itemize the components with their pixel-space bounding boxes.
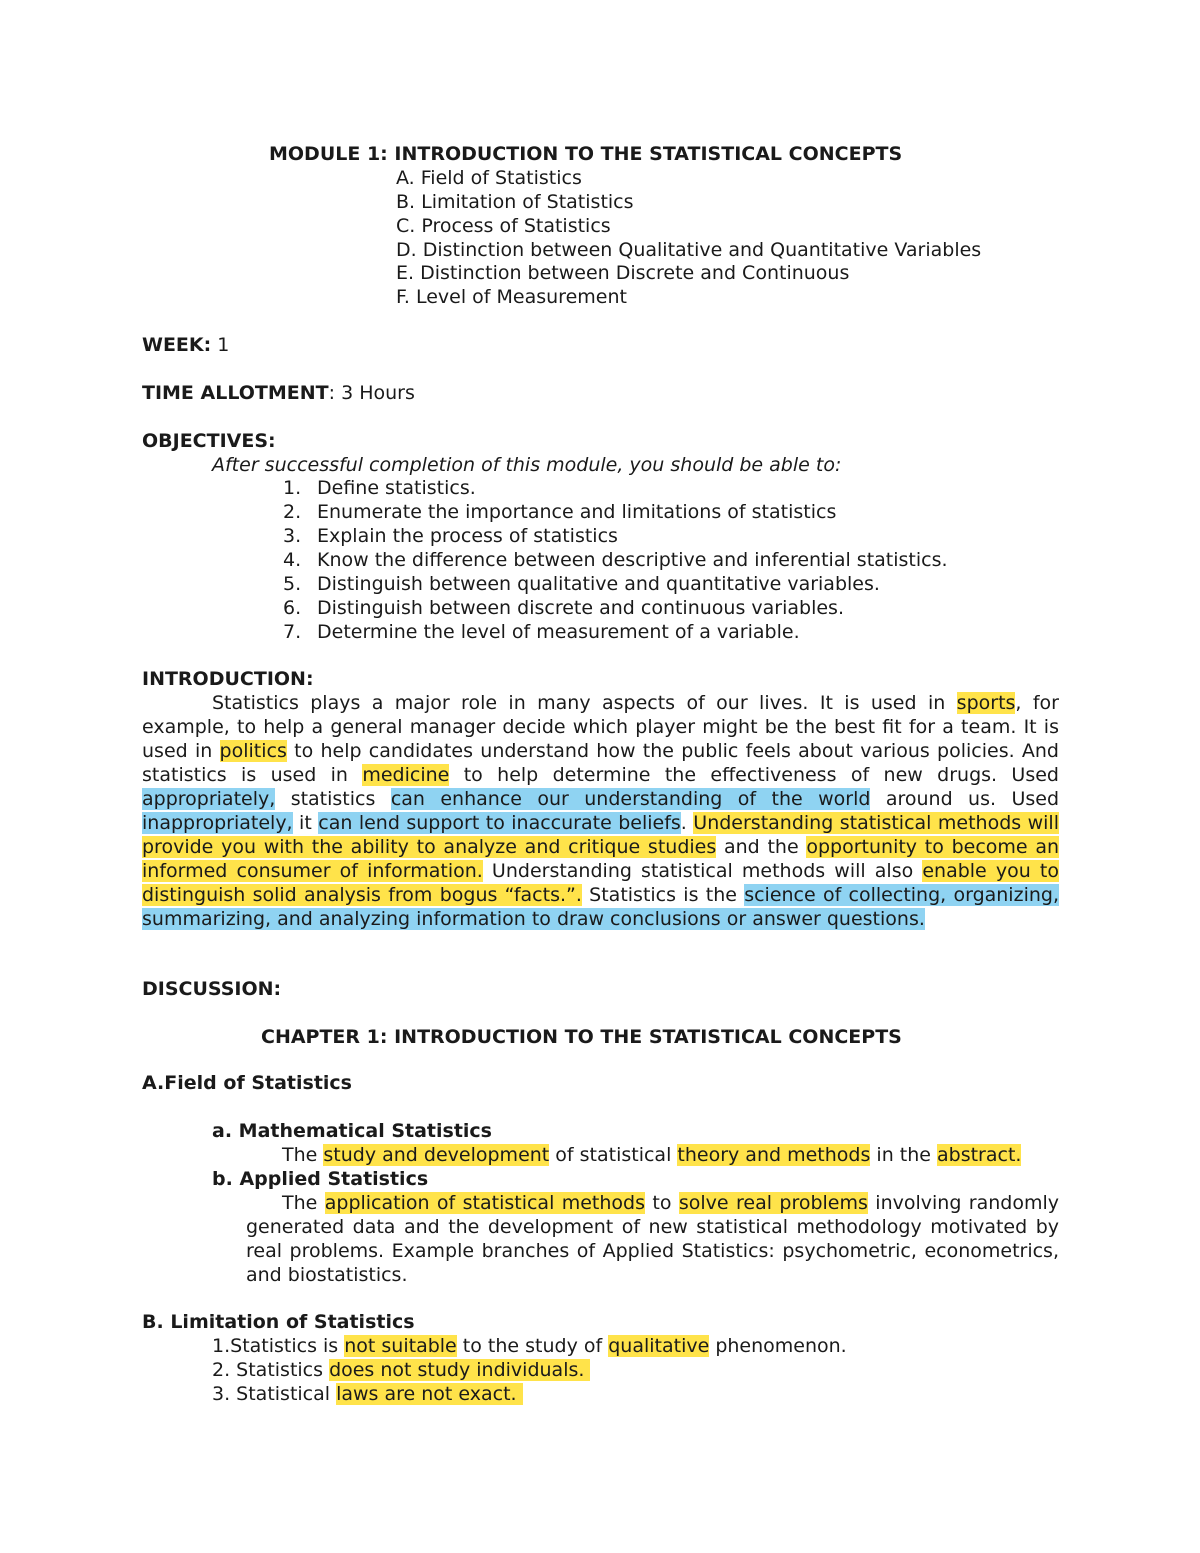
- highlight-yellow: theory and methods: [677, 1144, 871, 1166]
- topic-item: [396, 238, 981, 262]
- intro-text: Understanding statistical methods will also: [482, 860, 923, 882]
- subsection-title: Applied Statistics: [239, 1168, 429, 1190]
- intro-text: Statistics is the: [581, 884, 745, 906]
- objective-item: [283, 620, 301, 644]
- subsection-title: Mathematical Statistics: [238, 1120, 492, 1142]
- section-a-heading: [142, 1071, 352, 1095]
- topic-item: [396, 285, 627, 309]
- objective-text: Distinguish between qualitative and quantitative variables.: [317, 573, 880, 595]
- objectives-intro: After successful completion of this module, you should be able to:: [212, 454, 842, 476]
- subsection-marker: b.: [212, 1168, 233, 1190]
- highlight-yellow: does not study individuals.: [329, 1359, 591, 1381]
- objective-number: 3.: [283, 525, 302, 547]
- subsection-marker: a.: [212, 1120, 233, 1142]
- topic-item: [396, 166, 582, 190]
- highlight-yellow: study and development: [323, 1144, 550, 1166]
- section-marker: A.: [142, 1072, 165, 1094]
- body-text: 3. Statistical: [212, 1383, 337, 1405]
- highlight-yellow: sports: [956, 692, 1016, 714]
- objective-number: 7.: [283, 621, 302, 643]
- highlight-blue: appropriately,: [142, 788, 276, 810]
- module-title: MODULE 1: INTRODUCTION TO THE STATISTICAL CONCEPTS: [269, 143, 903, 165]
- highlight-yellow: ability to analyze and critique studies: [350, 836, 717, 858]
- body-text: 1.Statistics is: [212, 1335, 345, 1357]
- mathematical-statistics-text: [282, 1143, 1021, 1167]
- objective-text: Distinguish between discrete and continuous variables.: [317, 597, 844, 619]
- chapter-title: CHAPTER 1: INTRODUCTION TO THE STATISTICAL CONCEPTS: [261, 1026, 902, 1048]
- topic-item: [396, 190, 634, 214]
- body-text: phenomenon.: [709, 1335, 847, 1357]
- section-title: Limitation of Statistics: [170, 1311, 415, 1333]
- intro-text: it: [292, 812, 319, 834]
- topic-marker: F.: [396, 286, 410, 308]
- objective-item: [283, 596, 301, 620]
- topic-marker: B.: [396, 191, 416, 213]
- body-text: to the study of: [456, 1335, 609, 1357]
- section-marker: B.: [142, 1311, 164, 1333]
- highlight-yellow: Understanding statistical methods will provide you with the: [142, 812, 1059, 858]
- topic-text: Process of Statistics: [421, 215, 611, 237]
- objective-number: 6.: [283, 597, 302, 619]
- highlight-yellow: politics: [219, 740, 287, 762]
- body-text: in the: [870, 1144, 937, 1166]
- intro-text: around us. Used: [870, 788, 1059, 810]
- objective-number: 4.: [283, 549, 302, 571]
- highlight-yellow: qualitative: [608, 1335, 710, 1357]
- objective-text: Explain the process of statistics: [317, 525, 618, 547]
- topic-marker: A.: [396, 167, 415, 189]
- highlight-blue: inappropriately,: [142, 812, 293, 834]
- highlight-yellow: laws are not exact.: [336, 1383, 523, 1405]
- limitation-item: [212, 1382, 523, 1406]
- highlight-yellow: not suitable: [344, 1335, 457, 1357]
- highlight-yellow: enable you to distinguish solid analysis from bogus “facts.”.: [142, 860, 1059, 906]
- introduction-paragraph: [142, 691, 1059, 931]
- time-value: : 3 Hours: [328, 382, 415, 404]
- week-value: 1: [217, 334, 230, 356]
- topic-marker: D.: [396, 239, 417, 261]
- topic-marker: C.: [396, 215, 416, 237]
- section-b-heading: [142, 1310, 415, 1334]
- topic-marker: E.: [396, 262, 415, 284]
- body-text: to: [645, 1192, 679, 1214]
- highlight-blue: can enhance our understanding of the world: [390, 788, 871, 810]
- intro-text: statistics: [275, 788, 391, 810]
- limitation-item: [212, 1358, 590, 1382]
- subsection-b-heading: [212, 1167, 428, 1191]
- body-text: The: [282, 1192, 325, 1214]
- subsection-a-heading: [212, 1119, 492, 1143]
- objective-text: Enumerate the importance and limitations of statistics: [317, 501, 837, 523]
- objective-text: Know the difference between descriptive and inferential statistics.: [317, 549, 948, 571]
- highlight-yellow: abstract.: [937, 1144, 1022, 1166]
- objective-item: [283, 572, 301, 596]
- objective-item: [283, 500, 301, 524]
- objective-number: 1.: [283, 477, 302, 499]
- topic-item: [396, 214, 611, 238]
- body-text: The: [282, 1144, 324, 1166]
- week-line: [142, 333, 229, 357]
- topic-text: Distinction between Discrete and Continuous: [420, 262, 850, 284]
- topic-text: Field of Statistics: [420, 167, 582, 189]
- highlight-yellow: opportunity to become an informed consumer of information.: [142, 836, 1060, 882]
- highlight-yellow: medicine: [362, 764, 450, 786]
- intro-text: to help determine the effectiveness of new drugs. Used: [449, 764, 1059, 786]
- objective-text: Define statistics.: [317, 477, 476, 499]
- highlight-yellow: solve real problems: [678, 1192, 868, 1214]
- intro-text: Statistics plays a major role in many aspects of our lives. It is used in: [212, 692, 957, 714]
- objective-item: [283, 524, 301, 548]
- objective-item: [283, 476, 301, 500]
- time-allotment-line: [142, 381, 415, 405]
- time-label: TIME ALLOTMENT: [142, 382, 329, 404]
- objective-number: 2.: [283, 501, 302, 523]
- highlight-yellow: application of statistical methods: [324, 1192, 646, 1214]
- topic-text: Level of Measurement: [415, 286, 627, 308]
- body-text: involving randomly generated data and the development of new statistical methodology motivated by real problems. Example branches of Applied Statistics: psychometric, econometrics, and biostatistics.: [246, 1192, 1060, 1286]
- intro-text: , for example, to help a general manager decide which player might be the best fit for a team. It is used in: [142, 692, 1059, 762]
- topic-text: Distinction between Qualitative and Quantitative Variables: [422, 239, 982, 261]
- objective-item: [283, 548, 301, 572]
- body-text: of statistical: [549, 1144, 678, 1166]
- highlight-blue: can lend support to inaccurate beliefs: [318, 812, 681, 834]
- limitation-item: [212, 1334, 847, 1358]
- intro-text: and the: [716, 836, 807, 858]
- objective-number: 5.: [283, 573, 302, 595]
- body-text: 2. Statistics: [212, 1359, 330, 1381]
- intro-text: to help candidates understand how the public feels about various policies. And statistics is used in: [142, 740, 1059, 786]
- week-label: WEEK:: [142, 334, 212, 356]
- section-title: Field of Statistics: [164, 1072, 352, 1094]
- topic-text: Limitation of Statistics: [421, 191, 634, 213]
- topic-item: [396, 261, 849, 285]
- objectives-heading: OBJECTIVES:: [142, 430, 276, 452]
- highlight-blue: science of collecting, organizing, summarizing, and analyzing information to draw conclusions or answer questions.: [142, 884, 1059, 930]
- intro-text: .: [680, 812, 694, 834]
- introduction-heading: INTRODUCTION:: [142, 668, 314, 690]
- discussion-heading: DISCUSSION:: [142, 978, 282, 1000]
- objective-text: Determine the level of measurement of a variable.: [317, 621, 800, 643]
- applied-statistics-text: [246, 1191, 1059, 1287]
